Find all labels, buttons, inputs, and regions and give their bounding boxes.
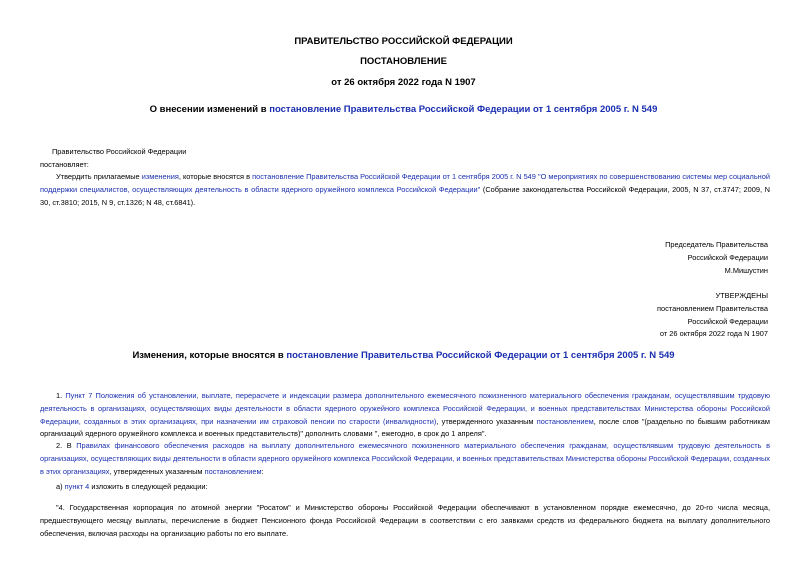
item-1-number: 1. [56,391,66,400]
approval-line-4: от 26 октября 2022 года N 1907 [659,329,768,339]
item-2-link-resolution[interactable]: постановлением [204,466,262,476]
approval-block [548,290,768,341]
changes-subitem-a [40,481,208,494]
changes-item-2 [40,440,770,478]
preamble-link-resolution[interactable]: постановление Правительства Российской Федерации от 1 сентября 2005 г. N 549 "О мероприятиях по совершенствованию системы мер социальной поддержки специалистов, осуществляющих деятельность в области ядерного оружейного комплекса Российской Федерации" [40,172,771,194]
item-2-text-c: : [261,466,264,476]
changes-item-1 [40,390,770,441]
changes-title-link[interactable]: постановление Правительства Российской Федерации от 1 сентября 2005 г. N 549 [286,350,675,361]
changes-quoted-paragraph: "4. Государственная корпорация по атомной энергии "Росатом" и Министерство обороны Российской Федерации обеспечивают в установленном порядке ежемесячно, до 20-го числа месяца, предшествующего месяцу выплаты, перечисление в бюджет Пенсионного фонда Российской Федерации в соответствии с его заявками средств из федерального бюджета на выплату дополнительного обеспечения, включая расходы на организацию работы по его выплате. [40,503,770,538]
preamble-government: Правительство Российской Федерации [52,147,187,156]
preamble-text-b: , которые вносятся в [178,172,253,181]
approval-line-2: постановлением Правительства [657,303,768,313]
government-heading: ПРАВИТЕЛЬСТВО РОССИЙСКОЙ ФЕДЕРАЦИИ [294,36,513,47]
subitem-a-text-b: изложить в следующей редакции: [89,482,208,491]
signature-line-1: Председатель Правительства [665,240,768,249]
changes-title-prefix: Изменения, которые вносятся в [132,350,287,361]
signature-line-2: Российской Федерации [687,252,768,262]
preamble-paragraph [40,171,770,209]
subitem-a-link[interactable]: пункт 4 [64,482,90,491]
document-title-prefix: О внесении изменений в [149,104,270,115]
signature-block [548,239,768,277]
signature-line-3: М.Мишустин [724,265,768,275]
changes-title [0,350,807,361]
document-title [0,104,807,115]
preamble-link-changes[interactable]: изменения [141,172,179,181]
item-1-text-b: , утвержденного указанным [436,416,537,426]
document-title-link[interactable]: постановление Правительства Российской Федерации от 1 сентября 2005 г. N 549 [269,104,658,115]
preamble-text-c: (Собрание законодательства Российской Федерации, 2005, N 37, ст.3747; 2009, N 30, ст.3810; 2015, N 9, ст.1326; N 48, ст.6841). [40,184,771,207]
item-2-link[interactable]: Правилах финансового обеспечения расходов на выплату дополнительного ежемесячного пожизненного материального обеспечения гражданам, осуществлявшим трудовую деятельность в организациях, осуществляющих виды деятельности в области ядерного оружейного комплекса Российской Федерации, и военных представительствах Министерства обороны Российской Федерации, созданных в этих организациях [40,441,771,476]
item-1-link-resolution[interactable]: постановлением [536,416,594,426]
item-1-text-c: , после слов "(раздельно по бывшим работникам организаций ядерного оружейного комплекса и военных представительств)" дополнить словами ", ежегодно, в срок до 1 апреля". [40,416,770,439]
approval-line-3: Российской Федерации [687,316,768,326]
doc-type-heading: ПОСТАНОВЛЕНИЕ [360,56,447,67]
item-2-text-b: , утвержденных указанным [109,466,205,476]
approval-line-1: УТВЕРЖДЕНЫ [715,291,768,300]
preamble-decides: постановляет: [40,160,89,169]
date-number-heading: от 26 октября 2022 года N 1907 [331,77,476,88]
preamble-text-a: Утвердить прилагаемые [56,172,142,181]
subitem-a-text-a: а) [56,482,65,491]
item-1-link[interactable]: Пункт 7 Положения об установлении, выплате, перерасчете и индексации размера дополнительного ежемесячного пожизненного материального обеспечения гражданам, осуществлявшим трудовую деятельность в организациях, осуществляющих виды деятельности в области ядерного оружейного комплекса Российской Федерации, и военных представительствах Министерства обороны Российской Федерации, созданных в этих организациях, при назначении им страховой пенсии по старости (инвалидности) [40,391,770,426]
item-2-text-a: 2. В [56,441,77,450]
